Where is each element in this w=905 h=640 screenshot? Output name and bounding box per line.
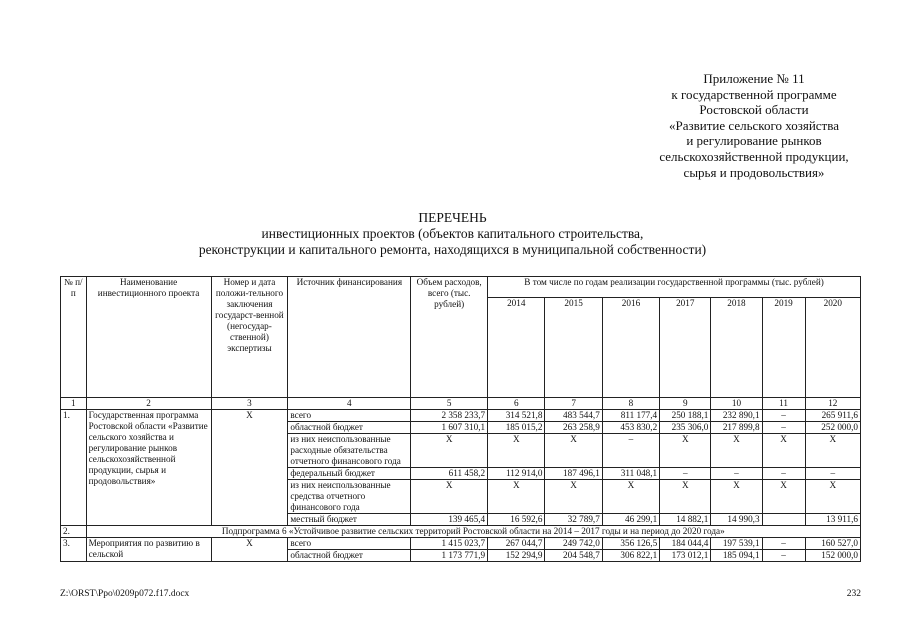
appendix-line: Приложение № 11 bbox=[703, 71, 805, 86]
cell-value: 611 458,2 bbox=[411, 468, 488, 480]
cell-value: 160 527,0 bbox=[805, 538, 860, 550]
row-name: Государственная программа Ростовской области «Развитие сельского хозяйства и регулирование рынков сельскохозяйственной продукции, сырья и продовольствия» bbox=[86, 410, 211, 526]
row-source: всего bbox=[288, 410, 411, 422]
appendix-line: сельскохозяйственной продукции, bbox=[659, 148, 849, 164]
cell-value: 483 544,7 bbox=[545, 410, 602, 422]
cell-value: 152 294,9 bbox=[488, 550, 545, 562]
cell-value: 2 358 233,7 bbox=[411, 410, 488, 422]
investment-projects-table bbox=[60, 276, 861, 562]
cell-value: 139 465,4 bbox=[411, 514, 488, 526]
header-source: Источник финансирования bbox=[288, 277, 411, 398]
cell-value: 252 000,0 bbox=[805, 422, 860, 434]
row-source: областной бюджет bbox=[288, 422, 411, 434]
title-line: реконструкции и капитального ремонта, находящихся в муниципальной собственности) bbox=[198, 242, 707, 257]
cell-value: 267 044,7 bbox=[488, 538, 545, 550]
cell-value: X bbox=[660, 434, 711, 468]
cell-value: 1 607 310,1 bbox=[411, 422, 488, 434]
cell-value: – bbox=[762, 538, 805, 550]
column-number: 11 bbox=[762, 398, 805, 410]
cell-value: 197 539,1 bbox=[711, 538, 762, 550]
cell-value: 187 496,1 bbox=[545, 468, 602, 480]
column-number: 12 bbox=[805, 398, 860, 410]
header-year: 2017 bbox=[660, 298, 711, 398]
row-source: областной бюджет bbox=[288, 550, 411, 562]
row-source: всего bbox=[288, 538, 411, 550]
cell-value: 250 188,1 bbox=[660, 410, 711, 422]
cell-value: 1 415 023,7 bbox=[411, 538, 488, 550]
cell-value: 184 044,4 bbox=[660, 538, 711, 550]
cell-value: X bbox=[762, 434, 805, 468]
cell-value: 16 592,6 bbox=[488, 514, 545, 526]
cell-value: 204 548,7 bbox=[545, 550, 602, 562]
cell-value: 185 094,1 bbox=[711, 550, 762, 562]
column-number: 10 bbox=[711, 398, 762, 410]
cell-value: 13 911,6 bbox=[805, 514, 860, 526]
column-number: 9 bbox=[660, 398, 711, 410]
cell-value: 46 299,1 bbox=[602, 514, 659, 526]
header-year: 2018 bbox=[711, 298, 762, 398]
header-num: № п/п bbox=[61, 277, 87, 398]
appendix-line: к государственной программе bbox=[671, 86, 837, 102]
row-source: из них неиспользованные средства отчетного финансового года bbox=[288, 480, 411, 514]
cell-value: 453 830,2 bbox=[602, 422, 659, 434]
column-number: 2 bbox=[86, 398, 211, 410]
cell-value: X bbox=[805, 480, 860, 514]
header-year: 2020 bbox=[805, 298, 860, 398]
cell-value: X bbox=[488, 434, 545, 468]
cell-value: 14 990,3 bbox=[711, 514, 762, 526]
cell-value: X bbox=[660, 480, 711, 514]
header-name: Наименование инвестиционного проекта bbox=[86, 277, 211, 398]
row-expert: X bbox=[211, 538, 288, 562]
cell-value: X bbox=[762, 480, 805, 514]
header-year: 2019 bbox=[762, 298, 805, 398]
cell-value: X bbox=[411, 480, 488, 514]
cell-value: 112 914,0 bbox=[488, 468, 545, 480]
cell-value: 356 126,5 bbox=[602, 538, 659, 550]
cell-value: 249 742,0 bbox=[545, 538, 602, 550]
cell-value: – bbox=[762, 550, 805, 562]
column-number: 3 bbox=[211, 398, 288, 410]
header-expert: Номер и дата положи-тельного заключения государст-венной (негосудар-ственной) экспертизы bbox=[211, 277, 288, 398]
row-num: 3. bbox=[61, 538, 87, 562]
cell-value: 232 890,1 bbox=[711, 410, 762, 422]
cell-value: X bbox=[805, 434, 860, 468]
cell-value: – bbox=[805, 468, 860, 480]
subprogram-title: Подпрограмма 6 «Устойчивое развитие сельских территорий Ростовской области на 2014 – 2017 годы и на период до 2020 года» bbox=[86, 526, 860, 538]
header-year: 2016 bbox=[602, 298, 659, 398]
appendix-line: и регулирование рынков bbox=[686, 133, 822, 149]
row-source: из них неиспользованные расходные обязательства отчетного финансового года bbox=[288, 434, 411, 468]
row-source: местный бюджет bbox=[288, 514, 411, 526]
title-line: ПЕРЕЧЕНЬ bbox=[418, 210, 487, 225]
cell-value: – bbox=[762, 422, 805, 434]
cell-value: X bbox=[545, 434, 602, 468]
file-path: Z:\ORST\Ppo\0209p072.f17.docx bbox=[60, 589, 190, 599]
cell-value: 235 306,0 bbox=[660, 422, 711, 434]
cell-value: 1 173 771,9 bbox=[411, 550, 488, 562]
cell-value: X bbox=[411, 434, 488, 468]
cell-value: 217 899,8 bbox=[711, 422, 762, 434]
cell-value: X bbox=[545, 480, 602, 514]
cell-value bbox=[762, 514, 805, 526]
appendix-note bbox=[604, 71, 904, 180]
column-number: 8 bbox=[602, 398, 659, 410]
header-year: 2015 bbox=[545, 298, 602, 398]
cell-value: – bbox=[602, 434, 659, 468]
appendix-line: сырья и продовольствия» bbox=[683, 164, 825, 180]
cell-value: 263 258,9 bbox=[545, 422, 602, 434]
cell-value: – bbox=[762, 468, 805, 480]
cell-value: 306 822,1 bbox=[602, 550, 659, 562]
title-line: инвестиционных проектов (объектов капитального строительства, bbox=[261, 226, 644, 241]
cell-value: – bbox=[762, 410, 805, 422]
cell-value: 811 177,4 bbox=[602, 410, 659, 422]
cell-value: 314 521,8 bbox=[488, 410, 545, 422]
cell-value: – bbox=[711, 468, 762, 480]
header-years-group: В том числе по годам реализации государственной программы (тыс. рублей) bbox=[488, 277, 861, 298]
row-expert: X bbox=[211, 410, 288, 526]
cell-value: X bbox=[711, 480, 762, 514]
appendix-line: Ростовской области bbox=[699, 102, 809, 118]
table-row bbox=[61, 526, 861, 538]
cell-value: 32 789,7 bbox=[545, 514, 602, 526]
row-num: 2. bbox=[61, 526, 87, 538]
table-row bbox=[61, 538, 861, 550]
cell-value: 265 911,6 bbox=[805, 410, 860, 422]
table-header-row bbox=[61, 277, 861, 298]
column-number: 5 bbox=[411, 398, 488, 410]
appendix-line: «Развитие сельского хозяйства bbox=[669, 117, 839, 133]
cell-value: 152 000,0 bbox=[805, 550, 860, 562]
document-title bbox=[0, 210, 905, 258]
table-row bbox=[61, 410, 861, 422]
row-source: федеральный бюджет bbox=[288, 468, 411, 480]
column-number: 1 bbox=[61, 398, 87, 410]
column-numbers-row bbox=[61, 398, 861, 410]
header-volume: Объем расходов, всего (тыс. рублей) bbox=[411, 277, 488, 398]
row-num: 1. bbox=[61, 410, 87, 526]
cell-value: 173 012,1 bbox=[660, 550, 711, 562]
column-number: 7 bbox=[545, 398, 602, 410]
cell-value: 311 048,1 bbox=[602, 468, 659, 480]
column-number: 6 bbox=[488, 398, 545, 410]
cell-value: X bbox=[711, 434, 762, 468]
cell-value: 185 015,2 bbox=[488, 422, 545, 434]
column-number: 4 bbox=[288, 398, 411, 410]
cell-value: 14 882,1 bbox=[660, 514, 711, 526]
row-name: Мероприятия по развитию в сельской bbox=[86, 538, 211, 562]
page-number: 232 bbox=[846, 589, 861, 599]
header-year: 2014 bbox=[488, 298, 545, 398]
cell-value: X bbox=[602, 480, 659, 514]
cell-value: – bbox=[660, 468, 711, 480]
cell-value: X bbox=[488, 480, 545, 514]
